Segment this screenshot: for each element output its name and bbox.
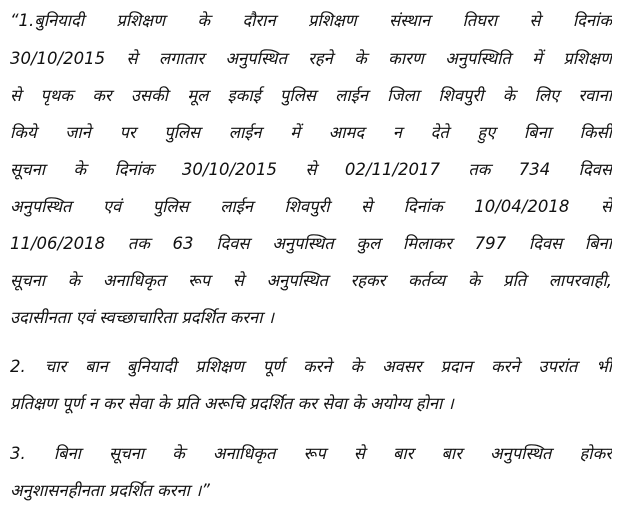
text-line: सूचना के दिनांक 30/10/2015 से 02/11/2017 तक 734 दिवस <box>10 160 612 179</box>
text-line: 11/06/2018 तक 63 दिवस अनुपस्थित कुल मिलाकर 797 दिवस बिना <box>10 234 612 253</box>
point-3-line: 3. बिना सूचना के अनाधिकृत रूप से बार बार अनुपस्थित होकर <box>10 444 612 463</box>
text-line: उदासीनता एवं स्वच्छाचारिता प्रदर्शित करना । <box>10 308 274 327</box>
charges-document <box>10 0 612 508</box>
text-line: किये जाने पर पुलिस लाईन में आमद न देते हुए बिना किसी <box>10 123 612 142</box>
text-line: अनुपस्थित एवं पुलिस लाईन शिवपुरी से दिनांक 10/04/2018 से <box>10 197 612 216</box>
point-3-line: अनुशासनहीनता प्रदर्शित करना ।” <box>10 481 210 500</box>
text-line: “1.बुनियादी प्रशिक्षण के दौरान प्रशिक्षण संस्थान तिघरा से दिनांक <box>10 11 612 30</box>
text-line: सूचना के अनाधिकृत रूप से अनुपस्थित रहकर कर्तव्य के प्रति लापरवाही, <box>10 271 612 290</box>
point-2-line: 2. चार बान बुनियादी प्रशिक्षण पूर्ण करने के अवसर प्रदान करने उपरांत भी <box>10 357 612 376</box>
point-2-line: प्रतिक्षण पूर्ण न कर सेवा के प्रति अरूचि प्रदर्शित कर सेवा के अयोग्य होना । <box>10 394 454 413</box>
text-line: से पृथक कर उसकी मूल इकाई पुलिस लाईन जिला शिवपुरी के लिए रवाना <box>10 86 612 105</box>
text-line: 30/10/2015 से लगातार अनुपस्थित रहने के कारण अनुपस्थिति में प्रशिक्षण <box>10 49 612 68</box>
